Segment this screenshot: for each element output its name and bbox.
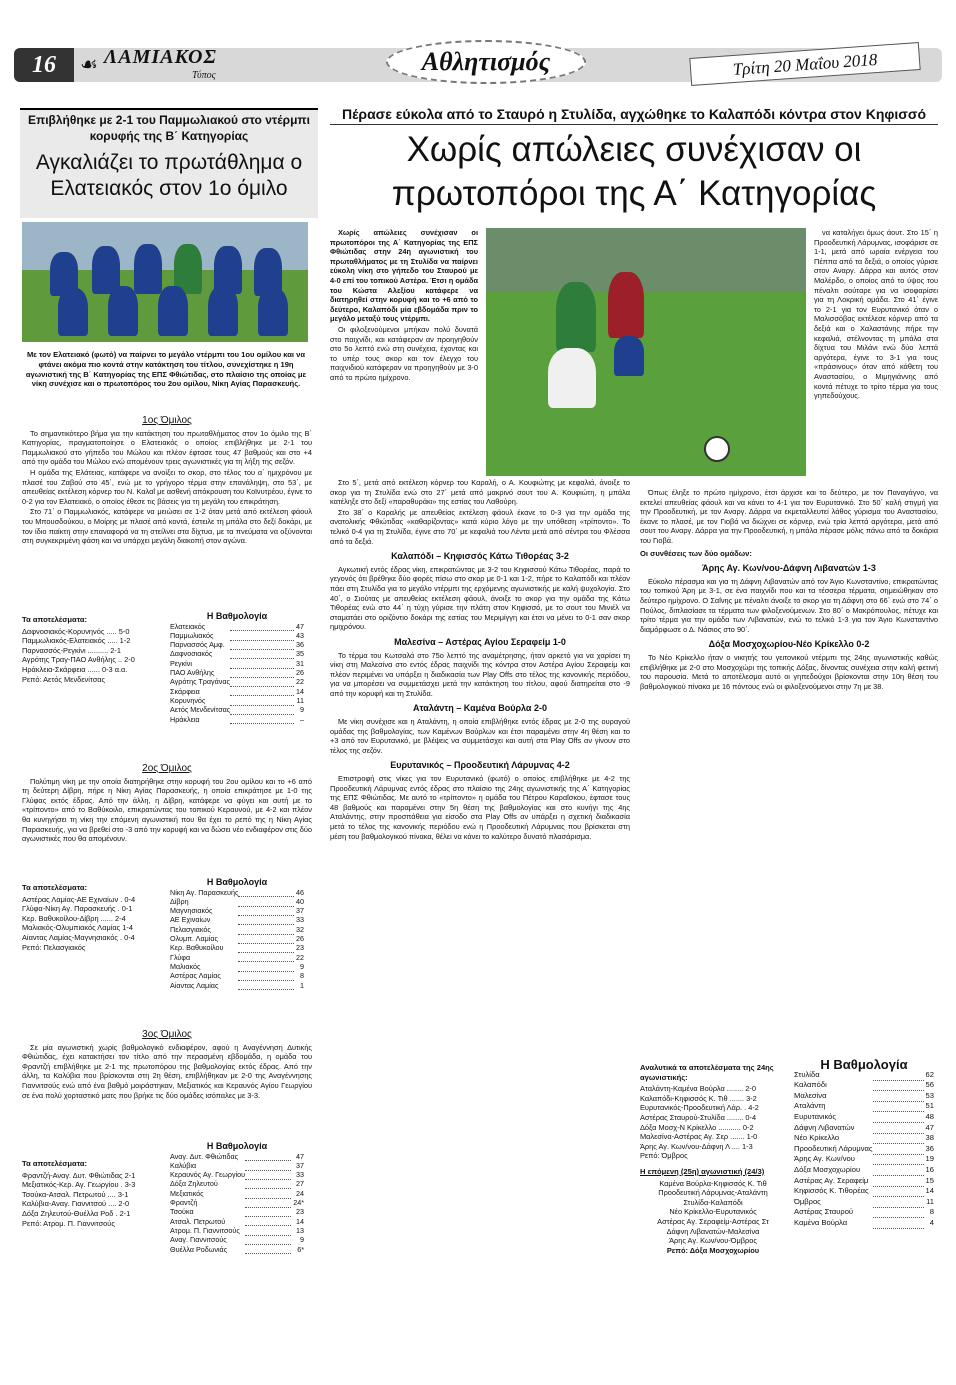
standings-row [170, 1217, 304, 1226]
standings-row [794, 1123, 934, 1134]
standings-row [170, 696, 304, 705]
result-line: Αστέρας Λαμίας-ΑΕ Εχιναίων . 0-4 [22, 894, 136, 904]
paper-name: ΛΑΜΙΑΚΟΣ [104, 46, 217, 68]
result-line: Κερ. Βαθυκοίλου-Δίβρη ...... 2-4 [22, 913, 126, 923]
team-points: 9 [300, 1235, 304, 1245]
fixture-line: Προοδευτική Λάρυμνας-Αταλάντη [658, 1188, 768, 1198]
standings-row [794, 1165, 934, 1176]
team-name: Ολυμπ. Λαμίας [170, 934, 218, 944]
standings-row [170, 622, 304, 631]
standings-row [170, 962, 304, 971]
leader-dots [230, 640, 294, 649]
standings-row [794, 1112, 934, 1123]
leader-dots [245, 1217, 291, 1226]
fixture-line: Άρης Αγ. Κων/νου-Όμβρος [669, 1236, 757, 1246]
paragraph: Στο 71΄ ο Παμμωλιακός, κατάφερε να μειώσει σε 1-2 όταν μετά από εκτέλεση φάουλ του Μπουσδούκου, ο Μοίρης με πλασέ από κοντά, έστειλε τη μπάλα στο δεξί δοκάρι, με τον ίδιο παίκτη στην επαναφορά να τη στείλνει στα δίχτυα, με τα πνεύματα να οξύνονται στη συγκεκριμένη φάση και να υπάρχει μεγάλη διακοπή στον αγώνα. [22, 507, 312, 546]
results-label: Τα αποτελέσματα: [22, 1159, 88, 1168]
leader-dots [238, 934, 294, 943]
standings-row [170, 915, 304, 924]
team-name: Τσούκα [170, 1207, 194, 1217]
team-name: Σκάρφεια [170, 686, 200, 696]
team-name: Θυέλλα Ροδωνιάς [170, 1244, 228, 1254]
left-kicker: Επιβλήθηκε με 2-1 του Παμμωλιακού στο ντέρμπι κορυφής της Β΄ Κατηγορίας [28, 113, 310, 143]
paragraph: να καταλήγει όμως άουτ. Στο 15΄ η Προοδευτική Λάρυμνας, ισοφάρισε σε 1-1, μετά από ωραία ενέργεια του Πέππα από τα δεξιά, ο οποίος γύρισε στον Αναργ. Δάρρα και αυτός στον Μαλέρδο, ο οποίος από το ύψος του πέναλτι σούταρε για να ισοφαρίσει για τη Λοκρική ομάδα. Στο 41΄ έγινε το 2-1 για τον Ευρυτανικό όταν ο Μαλισσόβας εκτέλεσε κόρνερ από τα δεξιά και ο Χαλαστάνης πήρε την κεφαλιά, στέλνοντας τη μπάλα στα δίχτυα του Μιλάνι ενώ δύο λεπτά αργότερα, έγινε το 3-1 για τους «πράσινους» όταν από κάθετη του Αναστασίου, ο Μιμηγιάννης από κοντά πέτυχε το τρίτο τέρμα για τους γηπεδούχους. [814, 228, 938, 401]
group1-standings [170, 612, 304, 724]
results-label: Τα αποτελέσματα: [22, 615, 88, 624]
team-points: 43 [296, 630, 304, 640]
leader-dots [873, 1218, 924, 1229]
left-article-head [20, 108, 318, 218]
paragraph: Το Νέο Κρίκελλο ήταν ο νικητής του γειτονικού ντέρμπι της 24ης αγωνιστικής καθώς επιβλήθηκε με 2-0 στο Μοσχοχώρι της τοπικής Δόξας, δίνοντας συνέχεια στην καλή φετινή του παρουσία. Μετά το αποτέλεσμα αυτό οι γηπεδούχοι βρίσκονται στην 10η θέση του βαθμολογικού πίνακα με 16 πόντους ενώ οι φιλοξενούμενοι στην 7η με 38. [640, 652, 938, 691]
leader-dots [873, 1207, 924, 1218]
team-name: Μεξιατικός [170, 1188, 204, 1198]
team-points: 8 [300, 971, 304, 981]
result-line: Ρεπό: Ατρομ. Π. Γιαννιτσούς [22, 1218, 115, 1228]
team-name: Μαλεσίνα [794, 1090, 827, 1100]
paragraph: Επιστροφή στις νίκες για τον Ευρυτανικό (φωτό) ο οποίος επιβλήθηκε με 4-2 της Προοδευτική Λάρυμνας εντός έδρας στο πλαίσιο της 24ης αγωνιστικής της Α΄ Κατηγορίας της ΕΠΣ Φθιώτιδας. Με αυτό το «τρίποντο» η ομάδα του Πέτρου Καραΐσκου, έφτασε τους 48 βαθμούς και παραμένει στην 5η θέση της βαθμολογίας και στο κυνήγι της 4ης Αταλάντης, στην προσπάθεια για είσοδο στα Play Offs αν υπάρξει η σχετική διαδικασία μετά το τέλος της κανονικής περιόδου ενώ η Προοδευτική Λάρυμνας που βρίσκεται στη μέση του βαθμολογικού πίνακα, θέλει να κάνει το καλύτερο δυνατό πλασάρισμα. [330, 774, 630, 841]
leader-dots [238, 897, 294, 906]
standings-row [170, 1226, 304, 1235]
standings-row [170, 1179, 304, 1188]
standings-row [170, 705, 304, 714]
team-name: Μαλιακός [170, 961, 201, 971]
leader-dots [245, 1207, 291, 1216]
ball-icon [704, 436, 730, 462]
leader-dots [230, 696, 294, 705]
paragraph: Εύκολο πέρασμα και για τη Δάφνη Λιβανατών από τον Άγιο Κωνσταντίνο, επικρατώντας του τοπικού Άρη με 3-1, σε ένα παιχνίδι που και τα τέσσερα τέρματα, σημειώθηκαν στο δεύτερο ημίχρονο. Ο Σαΐνης με πέναλτι άνοιξε το σκορ για τη Δάφνη στο 66΄ ενώ στο 74΄ ο Πούλος, διπλασίασε τα τέρματα των φιλοξενούμενων. Στο 80΄ ο Μακρόπουλος, πέτυχε και τρίτο τέρμα για την ομάδα των Λιβανατών, ενώ το τελικό 1-3 για τον Άγιο Κωνσταντίνο διαμόρφωσε ο Δ. Νάσιος στο 90΄. [640, 576, 938, 634]
leader-dots [230, 687, 294, 696]
team-points: 6* [297, 1244, 304, 1254]
team-points: 9 [300, 705, 304, 715]
team-name: Αίαντας Λαμίας [170, 980, 219, 990]
team-points: 14 [296, 1216, 304, 1226]
team-points: – [300, 714, 304, 724]
standings-row [170, 659, 304, 668]
result-line: Αταλάντη-Καμένα Βούρλα ........ 2-0 [640, 1084, 756, 1094]
paragraph: Χωρίς απώλειες συνέχισαν οι πρωτοπόροι της Α΄ Κατηγορίας της ΕΠΣ Φθιώτιδας στην 24η αγωνιστική του πρωταθλήματος με τη Στυλίδα να παίρνει εύκολη νίκη στο γήπεδο του Σταυρού με 4-0 επί του τοπικού Αστέρα. Έτσι η ομάδα του Κώστα Αλεξίου κατάφερε να διατηρηθεί στην κορυφή και το +6 από το δεύτερο, Καλαπόδι μία εβδομάδα πριν το μεγάλο μεταξύ τους ντέρμπι. [330, 228, 478, 324]
result-line: Αγρότης Τραγ-ΠΑΟ Ανθήλης .. 2-0 [22, 655, 135, 665]
leader-dots [230, 715, 294, 724]
team-points: 1 [300, 980, 304, 990]
team-name: Νέο Κρίκελλο [794, 1133, 840, 1143]
standings-row [794, 1133, 934, 1144]
team-points: 15 [925, 1175, 934, 1185]
result-line: Αίαντας Λαμίας-Μαγνησιακός . 0-4 [22, 932, 135, 942]
left-title: Αγκαλιάζει το πρωτάθλημα ο Ελατειακός στον 1ο όμιλο [35, 151, 303, 200]
team-points: 32 [296, 924, 304, 934]
team-name: Δίβρη [170, 896, 189, 906]
fixture-line: Δάφνη Λιβανατών-Μαλεσίνα [666, 1226, 760, 1236]
team-points: 11 [296, 695, 304, 705]
team-photo [22, 222, 308, 342]
team-name: Πελασγιακός [170, 924, 211, 934]
group1-results [22, 612, 162, 684]
team-name: Δόξα Μοσχοχωρίου [794, 1164, 861, 1174]
leader-dots [238, 943, 294, 952]
leader-dots [238, 981, 294, 990]
standings-row [170, 934, 304, 943]
result-line: Δόξα Μοσχ-Ν Κρίκελλο ........... 0-2 [640, 1122, 754, 1132]
result-line: Μεξιατικός-Κερ. Αγ. Γεωργίου . 3-3 [22, 1180, 136, 1190]
result-line: Καλύβια-Αναγ. Γιαννιτσού .... 2-0 [22, 1199, 130, 1209]
standings-row [170, 897, 304, 906]
team-points: 47 [296, 621, 304, 631]
standings-row [170, 1170, 304, 1179]
team-name: Κεραυνός Αγ. Γεωργίου [170, 1170, 246, 1180]
standings-row [170, 981, 304, 990]
group2-body [22, 760, 312, 845]
result-line: Άρης Αγ. Κων/νου-Δάφνη Λ .... 1-3 [640, 1141, 753, 1151]
standings-row [794, 1101, 934, 1112]
lineup-label: Οι συνθέσεις των δύο ομάδων: [640, 548, 752, 558]
team-points: 27 [296, 1179, 304, 1189]
leader-dots [873, 1080, 924, 1091]
paragraph: Στο 38΄ ο Καραλής με απευθείας εκτέλεση φάουλ έκανε το 0-3 για την ομάδα της ανατολικής Φθιώτιδας «καθαρίζοντας» κατά κύριο λόγο με την υπόθεση «τρίποντο». Το τελικό 0-4 για τη Στυλίδα, έγινε στο 70΄ με κεφαλιά του Λέντα μετά από σέντρα του Φλέσσα από τα δεξιά. [330, 507, 630, 546]
team-points: 14 [296, 686, 304, 696]
leader-dots [230, 659, 294, 668]
group3-body [22, 1026, 312, 1101]
team-points: 24 [296, 1188, 304, 1198]
main-col-right [640, 488, 938, 692]
leader-dots [238, 953, 294, 962]
team-name: Κορυνηνός [170, 695, 206, 705]
team-name: Φραντζή [170, 1198, 198, 1208]
paragraph: Η ομάδα της Ελάτειας, κατάφερε να ανοίξει το σκορ, στο τέλος του α΄ ημιχρόνου με πλασέ του Ζαβού στο 45΄, ενώ με το γρήγορο τέρμα στην επανάληψη, στο 53΄, με απευθείας εκτέλεση κόρνερ του Ν. Καλαΐ με ασθενή απόκρουση του Κοϊνυτρέου, έγινε το 0-2 για τον Ελατειακό, ο οποίος έθεσε τις βάσεις για τη μεγάλη του επικράτηση. [22, 467, 312, 506]
team-points: 4 [929, 1217, 934, 1227]
leader-dots [873, 1186, 924, 1197]
team-name: Μαγνησιακός [170, 906, 213, 916]
main-kicker: Πέρασε εύκολα από το Σταυρό η Στυλίδα, αγχώθηκε το Καλαπόδι κόντρα στον Κηφισσό [330, 104, 938, 125]
team-name: Αταλάντη [794, 1101, 826, 1111]
result-line: Δόξα Ζηλευτού-Θυέλλα Ροδ . 2-1 [22, 1208, 131, 1218]
fixture-line: Ρεπό: Δόξα Μοσχοχωρίου [666, 1245, 760, 1255]
standings-title: Η Βαθμολογία [820, 1057, 908, 1072]
left-article-body [22, 412, 312, 547]
team-name: Αστέρας Λαμίας [170, 971, 221, 981]
team-photo-caption: Με τον Ελατειακό (φωτό) να παίρνει το μεγάλο ντέρμπι του 1ου ομίλου και να φτάνει ακόμα πιο κοντά στην κατάκτηση του τίτλου, συνεχίστηκε η 19η αγωνιστική της Β΄ Κατηγορίας της ΕΠΣ Φθιώτιδας, στο πλαίσιο της οποίας με νίκη συνέχισε και ο πρωτοπόρος του 2ου ομίλου, Νίκη Αγίας Παρασκευής. [25, 350, 307, 389]
leader-dots [230, 668, 294, 677]
leader-dots [230, 649, 294, 658]
group2-results [22, 880, 162, 952]
result-line: Ευρυτανικός-Προοδευτική Λάρ. . 4-2 [640, 1103, 759, 1113]
team-name: Όμβρος [794, 1196, 821, 1206]
standings-row [170, 677, 304, 686]
result-line: Καλαπόδι-Κηφισσός Κ. Τιθ ....... 3-2 [640, 1093, 757, 1103]
standings-row [170, 953, 304, 962]
standings-row [170, 668, 304, 677]
leader-dots [245, 1170, 291, 1179]
standings-row [794, 1176, 934, 1187]
leader-dots [245, 1179, 291, 1188]
team-name: Αναγ. Δυτ. Φθιώτιδας [170, 1151, 239, 1161]
standings-row [170, 1235, 304, 1244]
team-points: 26 [296, 934, 304, 944]
team-points: 38 [925, 1133, 934, 1143]
match-heading: Μαλεσίνα – Αστέρας Αγίου Σεραφείμ 1-0 [394, 636, 566, 647]
main-intro [330, 228, 478, 384]
team-points: 31 [296, 658, 304, 668]
standings-row [170, 687, 304, 696]
team-points: 11 [926, 1196, 934, 1206]
team-name: Καμένα Βούρλα [794, 1217, 848, 1227]
standings-row [794, 1218, 934, 1229]
group2-heading: 2ος Όμιλος [142, 763, 192, 774]
result-line: Αστέρας Σταυρού-Στυλίδα ........ 0-4 [640, 1112, 757, 1122]
group2-standings [170, 878, 304, 990]
leader-dots [873, 1144, 924, 1155]
team-points: 24* [293, 1198, 304, 1208]
standings-title: Η Βαθμολογία [206, 1141, 268, 1151]
leader-dots [238, 962, 294, 971]
paragraph: Στο 5΄, μετά από εκτέλεση κόρνερ του Καραλή, ο Α. Κουφιώτης με κεφαλιά, άνοιξε το σκορ για τη Στυλίδα ενώ στο 27΄ μετά από μακρινό σουτ του Α. Κουφιώτη, η μπάλα κατέληξε στο δεξί «παραθυράκι» της εστίας του Λαθούρη. [330, 478, 630, 507]
paragraph: Αγκωτική εντός έδρας νίκη, επικρατώντας με 3-2 του Κηφισσού Κάτω Τιθορέας, παρά το γεγονός ότι βρέθηκε δύο φορές πίσω στο σκορ με 0-1 και 1-2, πήρε το Καλαπόδι και πλέον πάει στη Στυλίδα για το μεγάλο ντέρμπι της ερχόμενης αγωνιστικής με καλή ψυχολογία. Στο 40΄, ο Σιούτας με απευθείας εκτέλεση φάουλ, άνοιξε το σκορ για την ομάδα της Κάτω Τιθορέας ενώ στο 44΄ η τύχη γύρισε την πλάτη στον Κηφισσό, με το σουτ του Μινιέλ να σταματάει στο οριζόντιο δοκάρι της εστίας του Μεριμίγγη και έτσι να μένει το 0-1 σαν σκορ ημιχρόνου. [330, 564, 630, 632]
team-points: 22 [296, 952, 304, 962]
leader-dots [245, 1152, 291, 1161]
standings-row [170, 1198, 304, 1207]
team-name: Καλαπόδι [794, 1080, 827, 1090]
team-name: Άρης Αγ. Κων/νου [794, 1154, 855, 1164]
team-name: Ατσαλ. Πετρωτού [170, 1216, 226, 1226]
team-name: Καλύβια [170, 1160, 197, 1170]
match-heading: Ευρυτανικός – Προοδευτική Λάρυμνας 4-2 [390, 760, 570, 771]
team-points: 36 [296, 640, 304, 650]
team-points: 22 [296, 677, 304, 687]
leader-dots [873, 1091, 924, 1102]
leader-dots [245, 1245, 291, 1254]
standings-row [170, 1207, 304, 1216]
leader-dots [245, 1189, 291, 1198]
issue-date: Τρίτη 20 Μαΐου 2018 [689, 42, 920, 86]
team-points: 53 [925, 1090, 934, 1100]
match-heading: Δόξα Μοσχοχωρίου-Νέο Κρίκελλο 0-2 [708, 639, 870, 650]
leader-dots [230, 622, 294, 631]
leader-dots [873, 1123, 924, 1134]
main-title: Χωρίς απώλειες συνέχισαν οι πρωτοπόροι της Α΄ Κατηγορίας [391, 130, 877, 213]
leader-dots [238, 915, 294, 924]
team-points: 48 [925, 1111, 934, 1121]
match-photo [486, 228, 806, 476]
team-points: 26 [296, 668, 304, 678]
standings-row [170, 1189, 304, 1198]
leader-dots [873, 1165, 924, 1176]
team-points: 40 [296, 896, 304, 906]
team-name: Αγρότης Τραγάνας [170, 677, 231, 687]
team-points: 46 [296, 887, 304, 897]
team-name: Κερ. Βαθυκοίλου [170, 943, 224, 953]
standings-row [170, 1245, 304, 1254]
team-name: Ρεγκίνι [170, 658, 192, 668]
result-line: Παρνασσός-Ρεγκίνι .......... 2-1 [22, 645, 121, 655]
paper-subtitle: Τύπος [192, 70, 216, 81]
team-name: Ευρυτανικός [794, 1111, 837, 1121]
team-points: 33 [296, 1170, 304, 1180]
team-name: Δάφνη Λιβανατών [794, 1122, 855, 1132]
team-name: Παμμωλιακός [170, 630, 214, 640]
team-points: 36 [925, 1143, 934, 1153]
standings-row [170, 888, 304, 897]
standings-row [794, 1207, 934, 1218]
paragraph: Όπως έληξε το πρώτο ημίχρονο, έτσι άρχισε και το δεύτερο, με τον Παναγάγνο, να εκτελεί απευθείας φάουλ και να κάνει το 4-1 για τον Ευρυτανικό. Στο 50΄ καλή στιγμή για την Προοδευτική, με τον Αναργ. Δάρρα να εκμεταλλευτεί λάθος γύρισμα του Αναστασίου, έκανε το πλασέ, με τον Γιοβά να διώχνει σε κόρνερ, ενώ τρία λεπτά αργότερα, μετά από σουτ του Αναργ. Δάρρα για την Προοδευτική, η μπάλα πέρασε μόλις πάνω από τα δοκάρια του Γιοβά. [640, 488, 938, 545]
fixture-line: Νέο Κρίκελλο-Ευρυτανικός [669, 1207, 757, 1217]
team-points: 16 [925, 1164, 934, 1174]
paragraph: Πολύτιμη νίκη με την οποία διατηρήθηκε στην κορυφή του 2ου ομίλου και το +6 από τη δεύτερη Δίβρη, πήρε η Νίκη Αγίας Παρασκευής, η οποία επικράτησε με 1-0 της Γλύφας εκτός έδρας. Από την άλλη, η Δίβρη, κατάφερε να φύγει και αυτή με το «τρίποντο» από το Βαθύκοιλο, επικρατώντας του τοπικού Κεραυνού, με 4-2 και πλέον θα κυνηγήσει τη νίκη την επόμενη αγωνιστική που θα έχει το ρεπό της η Νίκη Αγίας Παρασκευής, για να βρεθεί στο -3 από την κορυφή και να δώσει νέο ενδιαφέρον στις δύο αγωνιστικές που θα απομένουν. [22, 776, 312, 844]
team-name: ΠΑΟ Ανθήλης [170, 668, 215, 678]
leader-dots [245, 1235, 291, 1244]
team-name: Παρνασσός Αμφ. [170, 640, 225, 650]
team-name: Αστέρας Αγ. Σεραφείμ [794, 1175, 869, 1185]
next-round-label: Η επόμενη (25η) αγωνιστική (24/3) [640, 1166, 765, 1176]
results-24 [640, 1060, 786, 1255]
standings-row [170, 631, 304, 640]
leader-dots [873, 1154, 924, 1165]
result-line: Μαλεσίνα-Αστέρας Αγ. Σερ ....... 1-0 [640, 1132, 758, 1142]
fixture-line: Στυλίδα-Καλαπόδι [683, 1197, 743, 1207]
team-points: 23 [296, 943, 304, 953]
main-col-left [330, 478, 630, 842]
results-label: Τα αποτελέσματα: [22, 883, 88, 892]
leader-dots [873, 1101, 924, 1112]
team-name: Στυλίδα [794, 1069, 820, 1079]
paragraph: Το τέρμα του Κωτσαλά στο 75ο λεπτό της αναμέτρησης, ήταν αρκετό για να χαρίσει τη νίκη στη Μαλεσίνα στο εντός έδρας παιχνίδι της κόντρα στον Αστέρα Αγίου Σεραφείμ και πλέον περιμένει να υπάρξει η διαδικασία των Play Offs στο τέλος της κανονικής περιόδου, για να μπορέσει να συμμετάσχει μετά την κατάκτηση του τίτλου, αφού διατηρείται στο -9 από την κορυφή και τη Στυλίδα. [330, 650, 630, 698]
mascot-logo-icon: ☙ [80, 54, 98, 76]
leader-dots [238, 888, 294, 897]
result-line: Μαλιακός-Ολυμπιακός Λαμίας 1-4 [22, 923, 133, 933]
group3-heading: 3ος Όμιλος [142, 1029, 192, 1040]
standings-row [794, 1091, 934, 1102]
paragraph: Το σημαντικότερο βήμα για την κατάκτηση του πρωταθλήματος στον 1ο όμιλο της Β΄ Κατηγορίας, πραγματοποίησε ο Ελατειακός ο οποίος επιβλήθηκε με 2-1 του Παμμωλιακού στο γήπεδο του Μώλου και πλέον έφτασε τους 47 βαθμούς και στο +4 από την ομάδα του Μώλου ενώ απομένουν τρεις αγωνιστικές για τη λήξη της σεζόν. [22, 428, 312, 467]
standings-row [794, 1197, 934, 1208]
standings-row [170, 715, 304, 724]
team-points: 33 [296, 915, 304, 925]
leader-dots [873, 1133, 924, 1144]
match-heading: Άρης Αγ. Κων/νου-Δάφνη Λιβανατών 1-3 [702, 563, 876, 574]
result-line: Ρεπό: Αετός Μενδενίτσας [22, 674, 106, 684]
paragraph: Σε μία αγωνιστική χωρίς βαθμολογικό ενδιαφέρον, αφού η Αναγέννηση Δυτικής Φθιώτιδας, έχει κατακτήσει τον τίτλο από την περασμένη εβδομάδα, η ομάδα του Φραντζή επιβλήθηκε με 2-1 της πρωτοπόρου της βαθμολογίας εκτός έδρας. Από την άλλη, τα Καλύβια που βρίσκονται στη 2η θέση, επιβλήθηκαν με 2-0 της Αναγέννησης Γιαννιτσούς ενώ από ένα βαθμό μοιράστηκαν, Μεξιατικός και Κεραυνός Αγίου Γεωργίου σε ένα πολύ χορταστικό ματς που βρήκε τις δύο ομάδες ισόπαλες με 3-3. [22, 1042, 312, 1100]
team-name: Ηράκλεια [170, 714, 200, 724]
section-title: Αθλητισμός [386, 40, 586, 84]
leader-dots [873, 1176, 924, 1187]
group1-heading: 1ος Όμιλος [142, 415, 192, 426]
results-label: Αναλυτικά τα αποτελέσματα της 24ης αγωνιστικής: [640, 1063, 774, 1082]
standings-row [794, 1186, 934, 1197]
team-name: Αναγ. Γιαννιτσούς [170, 1235, 227, 1245]
standings-row [170, 1161, 304, 1170]
standings-title: Η Βαθμολογία [206, 611, 268, 621]
fixture-line: Αστέρας Αγ. Σεραφείμ-Αστέρας Στ [657, 1216, 769, 1226]
team-points: 35 [296, 649, 304, 659]
standings-title: Η Βαθμολογία [206, 877, 268, 887]
team-points: 13 [296, 1225, 304, 1235]
leader-dots [245, 1161, 291, 1170]
leader-dots [230, 705, 294, 714]
team-name: Προοδευτική Λάρυμνας [794, 1143, 873, 1153]
standings-row [170, 943, 304, 952]
team-name: Δόξα Ζηλευτού [170, 1179, 218, 1189]
team-points: 8 [929, 1207, 934, 1217]
paragraph: Οι φιλοξενούμενοι μπήκαν πολύ δυνατά στο παιχνίδι, και κατάφεραν αν προηγηθούν στο 5ο λεπτό ενώ στη συνέχεια, έχοντας και το υπέρ τους σκορ και τον έλεγχο του παιχνιδιού κατάφεραν να προηγηθούν με 3-0 από το πρώτο ημίχρονο. [330, 324, 478, 382]
leader-dots [245, 1198, 291, 1207]
team-name: Νίκη Αγ. Παρασκευής [170, 887, 239, 897]
team-points: 37 [296, 906, 304, 916]
group3-results [22, 1156, 162, 1228]
standings-row [170, 1152, 304, 1161]
standings-row [170, 649, 304, 658]
result-line: Ηράκλεια-Σκάρφεια ...... 0-3 α.α. [22, 664, 128, 674]
leader-dots [873, 1112, 924, 1123]
team-name: Κηφισσός Κ. Τιθορέας [794, 1186, 869, 1196]
result-line: Γλύφα-Νίκη Αγ. Παρασκευής . 0-1 [22, 904, 133, 914]
standings-row [794, 1080, 934, 1091]
leader-dots [230, 677, 294, 686]
main-col-right-top [814, 228, 938, 402]
team-name: Δαφνοσιακός [170, 649, 213, 659]
team-name: Αετός Μενδενίτσας [170, 705, 231, 715]
group3-standings [170, 1142, 304, 1254]
match-heading: Καλαπόδι – Κηφισσός Κάτω Τιθορέας 3-2 [391, 551, 569, 562]
match-heading: Αταλάντη – Καμένα Βούρλα 2-0 [413, 703, 547, 714]
leader-dots [873, 1197, 924, 1208]
team-name: Ατρομ. Π. Γιαννιτσούς [170, 1225, 240, 1235]
team-points: 37 [296, 1160, 304, 1170]
leader-dots [230, 631, 294, 640]
leader-dots [238, 906, 294, 915]
leader-dots [245, 1226, 291, 1235]
team-name: Αστέρας Σταυρού [794, 1207, 854, 1217]
team-points: 47 [925, 1122, 934, 1132]
team-name: Ελατειακός [170, 621, 206, 631]
leader-dots [238, 925, 294, 934]
standings-row [170, 640, 304, 649]
team-points: 47 [296, 1151, 304, 1161]
result-line: Ρεπό: Πελασγιακός [22, 942, 86, 952]
team-points: 51 [925, 1101, 934, 1111]
page-number: 16 [14, 48, 74, 82]
result-line: Παμμωλιακός-Ελατειακός ..... 1-2 [22, 636, 131, 646]
result-line: Δαφνοσιακός-Κορυνηνός ..... 5-0 [22, 626, 130, 636]
team-points: 14 [925, 1186, 934, 1196]
standings-row [170, 971, 304, 980]
team-name: ΑΕ Εχιναίων [170, 915, 211, 925]
fixture-line: Καμένα Βούρλα-Κηφισσός Κ. Τιθ [659, 1178, 767, 1188]
team-points: 62 [925, 1069, 934, 1079]
result-line: Τσούκα-Ατσαλ. Πετρωτού .... 3-1 [22, 1189, 129, 1199]
result-line: Ρεπό: Όμβρος [640, 1151, 688, 1161]
team-name: Γλύφα [170, 952, 191, 962]
main-standings [794, 1057, 934, 1229]
team-points: 19 [925, 1154, 934, 1164]
team-points: 23 [296, 1207, 304, 1217]
standings-row [170, 925, 304, 934]
standings-row [794, 1144, 934, 1155]
team-points: 9 [300, 961, 304, 971]
result-line: Φραντζή-Αναγ. Δυτ. Φθιώτιδας 2-1 [22, 1170, 136, 1180]
standings-row [794, 1154, 934, 1165]
standings-row [170, 906, 304, 915]
team-points: 56 [925, 1080, 934, 1090]
paragraph: Με νίκη συνέχισε και η Αταλάντη, η οποία επιβλήθηκε εντός έδρας με 2-0 της ουραγού ομάδας της βαθμολογίας, των Καμένων Βούρλων και έτσι παραμένει στην 4η θέση και το +3 από τον Ευρυτανικό, με βλέψεις να συμμετάσχει και αυτή στα Play Offs αν γίνουν στο τέλος της σεζόν. [330, 717, 630, 755]
leader-dots [238, 971, 294, 980]
